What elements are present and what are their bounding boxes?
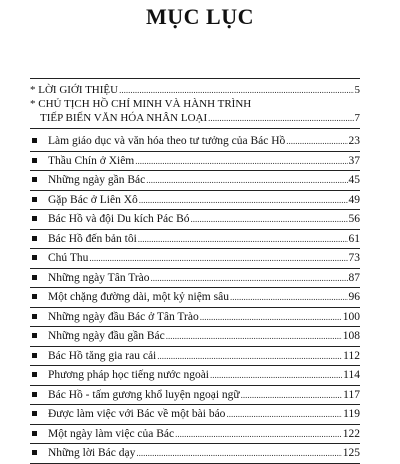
toc-entry-label: Thầu Chín ở Xiêm bbox=[48, 154, 135, 167]
toc-entry-page: 23 bbox=[348, 135, 360, 147]
toc-entry[interactable] bbox=[30, 444, 360, 464]
bullet-icon bbox=[32, 314, 37, 319]
toc-entry-label: Những lời Bác dạy bbox=[48, 447, 136, 459]
bullet-icon bbox=[32, 450, 37, 455]
toc-entry[interactable] bbox=[30, 152, 360, 172]
toc-entry-label: Những ngày đầu Bác ở Tân Trào bbox=[48, 310, 199, 323]
front-matter-item[interactable] bbox=[30, 111, 360, 125]
bullet-icon bbox=[32, 411, 37, 416]
toc-list bbox=[30, 132, 360, 464]
toc-entry-label: Những ngày đầu gần Bác bbox=[48, 330, 165, 342]
toc-entry[interactable] bbox=[30, 191, 360, 211]
front-matter-label: TIẾP BIẾN VĂN HÓA NHÂN LOẠI bbox=[40, 112, 208, 124]
toc-entry-page: 37 bbox=[348, 154, 360, 167]
toc-entry-page: 114 bbox=[343, 369, 360, 381]
dot-leader bbox=[175, 425, 342, 443]
bullet-icon bbox=[32, 372, 37, 377]
toc-entry-page: 96 bbox=[348, 291, 360, 303]
dot-leader bbox=[241, 386, 343, 404]
toc-entry[interactable] bbox=[30, 425, 360, 445]
toc-entry-page: 125 bbox=[342, 447, 360, 459]
bullet-icon bbox=[32, 177, 37, 182]
toc-entry-page: 56 bbox=[348, 213, 360, 225]
dot-leader bbox=[191, 210, 348, 228]
dot-leader bbox=[135, 152, 347, 170]
dot-leader bbox=[166, 327, 342, 345]
toc-entry[interactable] bbox=[30, 366, 360, 386]
front-matter-item[interactable] bbox=[30, 83, 360, 97]
toc-entry[interactable] bbox=[30, 269, 360, 289]
dot-leader bbox=[139, 191, 348, 209]
toc-entry-page: 61 bbox=[348, 232, 360, 245]
toc-entry-page: 122 bbox=[342, 427, 360, 440]
toc-entry-label: Được làm việc với Bác về một bài báo bbox=[48, 408, 226, 420]
dot-leader bbox=[230, 288, 348, 306]
bullet-icon bbox=[32, 158, 37, 163]
dot-leader bbox=[89, 249, 347, 267]
toc-entry-label: Phương pháp học tiếng nước ngoài bbox=[48, 369, 210, 381]
front-matter-page: 5 bbox=[354, 84, 360, 96]
toc-entry[interactable] bbox=[30, 386, 360, 406]
toc-entry-label: Một chặng đường dài, một kỷ niệm sâu bbox=[48, 291, 229, 303]
front-matter-label: * CHỦ TỊCH HỒ CHÍ MINH VÀ HÀNH TRÌNH bbox=[30, 98, 252, 110]
toc-entry-page: 100 bbox=[342, 310, 360, 323]
dot-leader bbox=[200, 308, 342, 326]
bullet-icon bbox=[32, 353, 37, 358]
dot-leader bbox=[146, 171, 347, 189]
toc-entry-label: Một ngày làm việc của Bác bbox=[48, 427, 175, 440]
toc-entry-label: Những ngày gần Bác bbox=[48, 174, 146, 186]
bullet-icon bbox=[32, 431, 37, 436]
dot-leader bbox=[226, 405, 342, 423]
toc-entry[interactable] bbox=[30, 327, 360, 347]
front-matter-item[interactable] bbox=[30, 97, 360, 111]
toc-entry-page: 108 bbox=[342, 330, 360, 342]
page-title: MỤC LỤC bbox=[146, 4, 254, 29]
toc-entry-page: 117 bbox=[343, 388, 360, 401]
bullet-icon bbox=[32, 275, 37, 280]
bullet-icon bbox=[32, 255, 37, 260]
dot-leader bbox=[138, 230, 348, 248]
bullet-icon bbox=[32, 197, 37, 202]
bullet-icon bbox=[32, 138, 37, 143]
bullet-icon bbox=[32, 236, 37, 241]
bullet-icon bbox=[32, 392, 37, 397]
front-matter-page: 7 bbox=[354, 112, 360, 124]
toc-entry-label: Làm giáo dục và văn hóa theo tư tưởng của Bác Hồ bbox=[48, 135, 286, 147]
bullet-icon bbox=[32, 294, 37, 299]
toc-entry[interactable] bbox=[30, 288, 360, 308]
toc-entry-page: 45 bbox=[348, 174, 360, 186]
toc-entry[interactable] bbox=[30, 171, 360, 191]
toc-entry-label: Gặp Bác ở Liên Xô bbox=[48, 193, 138, 206]
toc-entry-label: Những ngày Tân Trào bbox=[48, 271, 150, 284]
toc-entry[interactable] bbox=[30, 230, 360, 250]
toc-entry-page: 73 bbox=[348, 252, 360, 264]
dot-leader bbox=[157, 347, 342, 365]
toc-entry-label: Chú Thu bbox=[48, 252, 89, 264]
front-matter-label: * LỜI GIỚI THIỆU bbox=[30, 84, 119, 96]
toc-entry-page: 112 bbox=[343, 349, 360, 362]
dot-leader bbox=[208, 111, 353, 125]
toc-entry-page: 49 bbox=[348, 193, 360, 206]
toc-entry-label: Bác Hồ và đội Du kích Pác Bó bbox=[48, 213, 190, 225]
dot-leader bbox=[286, 132, 347, 150]
bullet-icon bbox=[32, 216, 37, 221]
dot-leader bbox=[136, 444, 341, 462]
toc-entry-page: 87 bbox=[348, 271, 360, 284]
toc-entry-label: Bác Hồ đến bản tôi bbox=[48, 232, 137, 245]
bullet-icon bbox=[32, 333, 37, 338]
toc-entry-label: Bác Hồ tăng gia rau cải bbox=[48, 349, 157, 362]
toc-entry-page: 119 bbox=[343, 408, 360, 420]
toc-entry[interactable] bbox=[30, 210, 360, 230]
dot-leader bbox=[151, 269, 348, 287]
dot-leader bbox=[119, 83, 353, 97]
dot-leader bbox=[210, 366, 342, 384]
front-matter-section bbox=[30, 78, 360, 129]
toc-entry[interactable] bbox=[30, 405, 360, 425]
toc-entry[interactable] bbox=[30, 249, 360, 269]
toc-entry[interactable] bbox=[30, 132, 360, 152]
toc-entry[interactable] bbox=[30, 347, 360, 367]
toc-entry[interactable] bbox=[30, 308, 360, 328]
toc-entry-label: Bác Hồ - tấm gương khổ luyện ngoại ngữ bbox=[48, 388, 240, 401]
